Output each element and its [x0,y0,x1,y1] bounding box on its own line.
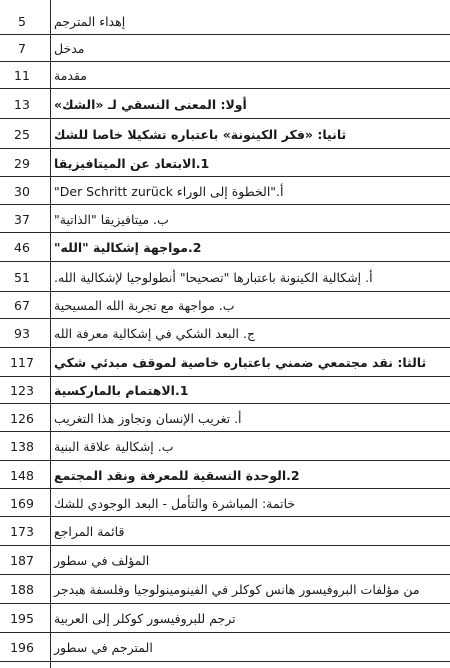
entry-title: أ."الخطوة إلى الوراء Der Schritt zurück" [54,183,284,199]
toc-row [0,432,450,461]
entry-title: 1.الاهتمام بالماركسية [54,383,189,398]
page-number: 30 [14,183,30,199]
entry-title: ب. ميتافيزيقا "الذاتية" [54,211,169,227]
page-number: 11 [14,68,30,83]
page-number: 25 [14,126,30,142]
entry-title: مدخل [54,41,85,56]
entry-title: قائمة المراجع [54,524,125,539]
entry-title: ثانيا: «فكر الكينونة» باعتباره تشكيلا خاصا للشك [54,126,347,142]
toc-row [0,149,450,177]
entry-title: أ. تغريب الإنسان وتجاوز هذا التغريب [54,410,242,426]
entry-title: ج. البعد الشكي في إشكالية معرفة الله [54,326,256,341]
toc-row [0,62,450,89]
toc-row [0,89,450,119]
entry-title: المترجم في سطور [54,640,153,655]
entry-title: 2.الوحدة النسقية للمعرفة ونقد المجتمع [54,467,300,483]
page-number: 7 [18,41,26,56]
page-number: 188 [10,582,34,597]
toc-row [0,292,450,319]
entry-title: أولا: المعنى النسقي لـ «الشك» [54,96,247,112]
toc-row [0,604,450,633]
entry-title: مقدمة [54,68,87,83]
toc-row [0,319,450,348]
page-number: 126 [10,410,34,426]
toc-row [0,461,450,489]
entry-title: ب. إشكالية علاقة البنية [54,439,174,454]
entry-title: ترجم للبروفيسور كوكلر إلى العربية [54,611,236,626]
entry-title: المؤلف في سطور [54,553,150,568]
toc-row [0,404,450,432]
page-number: 173 [10,524,34,539]
entry-title: خاتمة: المباشرة والتأمل - البعد الوجودي للشك [54,495,296,511]
page-number: 37 [14,211,30,227]
page-number: 5 [18,14,26,29]
toc-row [0,233,450,262]
toc-row [0,348,450,377]
toc-row [0,8,450,35]
toc-row [0,377,450,404]
page-number: 195 [10,611,34,626]
toc-row [0,262,450,292]
toc-row [0,633,450,662]
toc-row [0,575,450,604]
entry-title: ب. مواجهة مع تجربة الله المسيحية [54,298,235,313]
entry-title: 1.الابتعاد عن الميتافيزيقا [54,155,210,171]
entry-title: من مؤلفات البروفيسور هانس كوكلر في الفينومينولوجيا وفلسفة هيدجر [54,582,420,597]
page-number: 51 [14,269,30,285]
page-number: 138 [10,439,34,454]
toc-row [0,205,450,233]
page-number: 148 [10,467,34,483]
toc-row [0,546,450,575]
page-number: 46 [14,240,30,255]
page-number: 187 [10,553,34,568]
page-number: 123 [10,383,34,398]
entry-title: أ. إشكالية الكينونة باعتبارها "تصحيحا" أنطولوجيا لإشكالية الله. [54,269,373,285]
page-number: 169 [10,495,34,511]
page-number: 67 [14,298,30,313]
page-number: 196 [10,640,34,655]
toc-row [0,177,450,205]
page-number: 117 [10,355,34,370]
page-number: 29 [14,155,30,171]
toc-row [0,489,450,517]
toc-row [0,35,450,62]
entry-title: 2.مواجهة إشكالية "الله" [54,240,202,255]
toc-row [0,517,450,546]
page-number: 13 [14,96,30,112]
page-number: 93 [14,326,30,341]
toc-row [0,119,450,149]
entry-title: ثالثا: نقد مجتمعي ضمني باعتباره خاصية لموقف مبدئي شكي [54,355,427,370]
entry-title: إهداء المترجم [54,14,126,29]
